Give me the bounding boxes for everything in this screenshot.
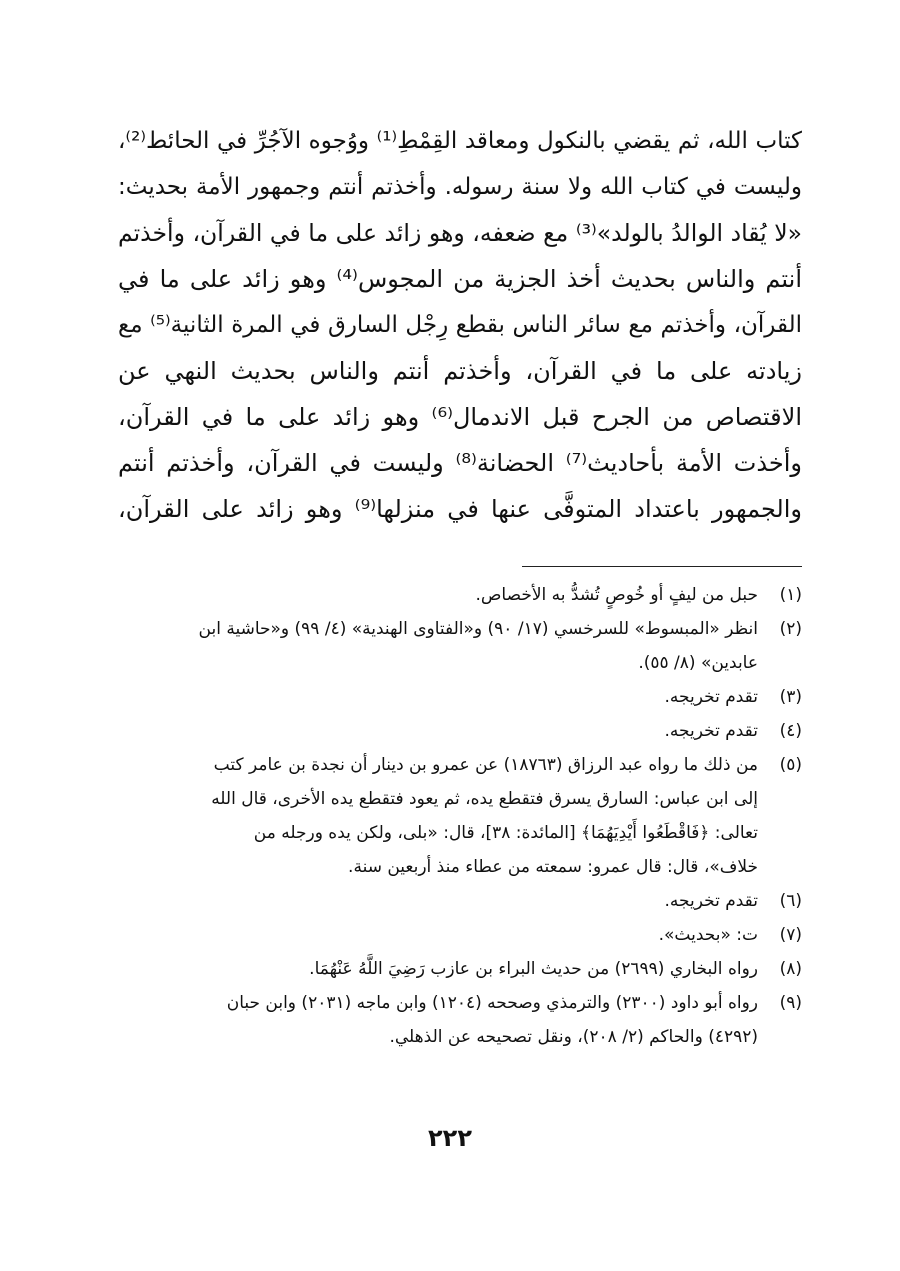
footnote-line: رواه البخاري (٢٦٩٩) من حديث البراء بن عازب رَضِيَ اللَّهُ عَنْهُمَا. <box>309 959 758 979</box>
footnote-line: تقدم تخريجه. <box>664 687 758 707</box>
footnote-3 <box>118 680 802 714</box>
footnote-line: ت: «بحديث». <box>658 925 758 945</box>
footnote-text <box>118 578 758 612</box>
text-line: وأخذت الأمة بأحاديث⁽⁷⁾ الحضانة⁽⁸⁾ وليست في القرآن، وأخذتم أنتم <box>118 449 803 477</box>
footnote-text <box>118 680 758 714</box>
footnote-line: إلى ابن عباس: السارق يسرق فتقطع يده، ثم يعود فتقطع يده الأخرى، قال الله <box>211 789 758 809</box>
footnote-4 <box>118 714 802 748</box>
footnote-text <box>118 714 758 748</box>
footnote-1 <box>118 578 802 612</box>
footnote-2 <box>118 612 802 680</box>
text-line: الاقتصاص من الجرح قبل الاندمال⁽⁶⁾ وهو زائد على ما في القرآن، <box>118 403 802 431</box>
footnote-8 <box>118 952 802 986</box>
footnote-line: تعالى: ﴿فَاقْطَعُوا أَيْدِيَهُمَا﴾ [المائدة: ٣٨]، قال: «بلى، ولكن يده ورجله من <box>253 823 758 843</box>
footnote-line: خلاف»، قال: قال عمرو: سمعته من عطاء منذ أربعين سنة. <box>348 857 758 877</box>
footnote-text <box>118 986 758 1054</box>
footnote-line: انظر «المبسوط» للسرخسي (١٧/ ٩٠) و«الفتاوى الهندية» (٤/ ٩٩) و«حاشية ابن <box>198 619 758 639</box>
text-line: زيادته على ما في القرآن، وأخذتم أنتم والناس بحديث النهي عن <box>118 357 802 385</box>
footnote-text <box>118 748 758 884</box>
footnote-number: (٢) <box>779 619 802 639</box>
footnote-line: حبل من ليفٍ أو خُوصٍ تُشدُّ به الأخصاص. <box>475 585 758 605</box>
footnote-number: (٨) <box>779 959 802 979</box>
footnote-7 <box>118 918 802 952</box>
text-line: والجمهور باعتداد المتوفَّى عنها في منزلها⁽⁹⁾ وهو زائد على القرآن، <box>118 495 803 523</box>
text-line: «لا يُقاد الوالدُ بالولد»⁽³⁾ مع ضعفه، وهو زائد على ما في القرآن، وأخذتم <box>118 219 802 247</box>
footnote-number: (٣) <box>779 687 802 707</box>
footnote-text <box>118 918 758 952</box>
text-line: القرآن، وأخذتم مع سائر الناس بقطع رِجْل السارق في المرة الثانية⁽⁵⁾ مع <box>118 312 802 338</box>
footnote-line: (٤٢٩٢) والحاكم (٢/ ٢٠٨)، ونقل تصحيحه عن الذهلي. <box>389 1027 758 1047</box>
footnote-line: من ذلك ما رواه عبد الرزاق (١٨٧٦٣) عن عمرو بن دينار أن نجدة بن عامر كتب <box>213 755 758 775</box>
footnote-number: (٩) <box>779 993 802 1013</box>
footnote-text <box>118 952 758 986</box>
footnote-line: عابدين» (٨/ ٥٥). <box>638 653 758 673</box>
footnote-5 <box>118 748 802 884</box>
text-line: أنتم والناس بحديث أخذ الجزية من المجوس⁽⁴⁾ وهو زائد على ما في <box>118 265 802 293</box>
footnote-text <box>118 612 758 680</box>
footnote-number: (٧) <box>779 925 802 945</box>
footnote-number: (١) <box>779 585 802 605</box>
text-line: وليست في كتاب الله ولا سنة رسوله. وأخذتم أنتم وجمهور الأمة بحديث: <box>118 174 802 200</box>
footnote-line: تقدم تخريجه. <box>664 721 758 741</box>
footnote-separator <box>522 566 802 567</box>
page-number: ٢٢٢ <box>428 1124 472 1152</box>
footnote-9 <box>118 986 802 1054</box>
footnote-line: رواه أبو داود (٢٣٠٠) والترمذي وصححه (١٢٠٤) وابن ماجه (٢٠٣١) وابن حبان <box>226 993 758 1013</box>
footnote-text <box>118 884 758 918</box>
footnote-6 <box>118 884 802 918</box>
footnote-number: (٦) <box>779 891 802 911</box>
footnotes <box>118 578 802 1054</box>
footnote-number: (٥) <box>779 755 802 775</box>
main-text <box>118 118 802 532</box>
text-line: كتاب الله، ثم يقضي بالنكول ومعاقد القِمْطِ⁽¹⁾ ووُجوه الآجُرِّ في الحائط⁽²⁾، <box>118 128 802 154</box>
footnote-number: (٤) <box>779 721 802 741</box>
footnote-line: تقدم تخريجه. <box>664 891 758 911</box>
